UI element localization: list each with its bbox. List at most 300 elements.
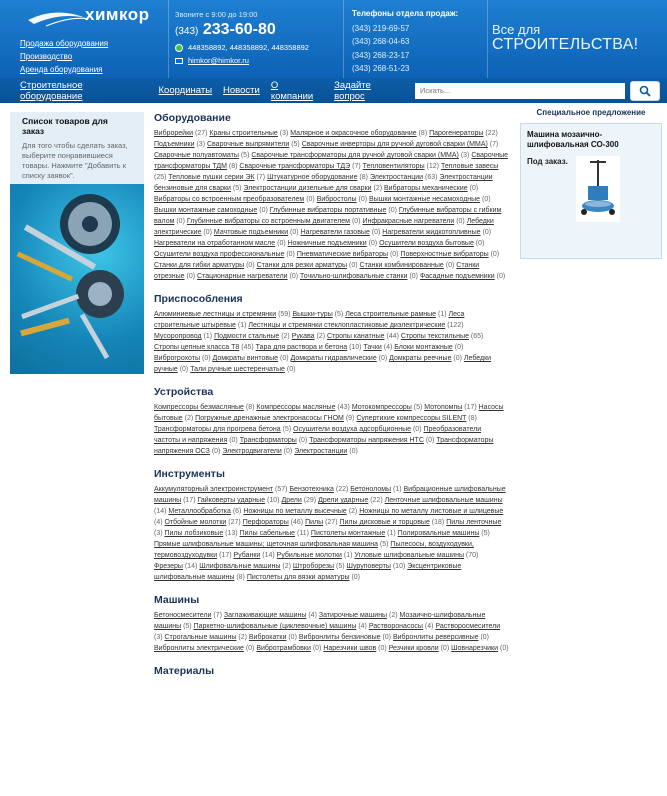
call-hours: Звоните с 9:00 до 19:00 [175, 10, 258, 19]
special-offer-title: Специальное предложение [536, 108, 646, 117]
category-link[interactable]: Тачки [363, 344, 382, 351]
category-link[interactable]: Металлообработка [168, 508, 231, 515]
category-link[interactable]: Погружные дренажные электронасосы ГНОМ [195, 415, 344, 422]
category-count: (0) [209, 448, 223, 455]
category-count: (65) [468, 333, 484, 340]
category-link[interactable]: Лестницы и стремянки стеклопластиковые диэлектрические [248, 322, 446, 329]
category-link[interactable]: Осушители воздуха адсорбционные [293, 426, 412, 433]
section-title[interactable]: Оборудование [154, 112, 231, 124]
promo-line1: Все для [492, 22, 541, 37]
nav-coordinates[interactable]: Координаты [158, 85, 213, 96]
category-count: (45) [239, 344, 256, 351]
category-link[interactable]: Гайковерты ударные [197, 497, 266, 504]
category-count: (8) [226, 163, 240, 170]
search-bar [415, 82, 659, 100]
category-count: (63) [423, 174, 440, 181]
category-list [154, 128, 509, 282]
category-link[interactable]: Вибротрамбовки [256, 645, 311, 652]
category-count: (0) [284, 251, 297, 258]
category-link[interactable]: Малярное и окрасочное оборудование [290, 130, 417, 137]
category-link[interactable]: Осушители воздуха профессиональные [154, 251, 285, 258]
category-link[interactable]: Вибронлиты реверсивные [392, 634, 479, 641]
category-link[interactable]: Виброкатки [248, 634, 287, 641]
category-count: (22) [483, 130, 498, 137]
category-count: (0) [287, 273, 301, 280]
category-count: (5) [181, 623, 194, 630]
nav-equipment[interactable]: Строительное оборудование [20, 79, 83, 102]
category-link[interactable]: Подмости стальные [214, 333, 280, 340]
category-count: (17) [181, 497, 198, 504]
category-count: (122) [445, 322, 464, 329]
category-count: (2) [182, 415, 196, 422]
email-link[interactable]: himkor@himkor.ru [188, 56, 249, 65]
grinding-machine-image[interactable] [576, 156, 620, 222]
category-count: (5) [411, 404, 425, 411]
category-link[interactable]: Лебедки электрические [154, 218, 494, 236]
category-link[interactable]: Парогенераторы [429, 130, 484, 137]
category-link[interactable]: Трансформаторы [239, 437, 297, 444]
category-count: (3) [277, 130, 291, 137]
category-count: (2) [279, 333, 292, 340]
category-count: (0) [480, 196, 491, 203]
category-link[interactable]: Нагреватели газовые [300, 229, 370, 236]
category-count: (14) [260, 552, 277, 559]
category-link[interactable]: Вибрационные шлифовальные машины [154, 486, 506, 504]
category-link[interactable]: Сварочные трансформаторы ТДМ [154, 152, 509, 170]
phone-code: (343) [175, 26, 199, 37]
category-link[interactable]: Станки для резки арматуры [256, 262, 348, 269]
category-count: (0) [473, 240, 485, 247]
category-count: (0) [423, 437, 437, 444]
icq-icon [175, 44, 183, 52]
category-link[interactable]: Растворосмесители [435, 623, 501, 630]
catalog-section [154, 386, 509, 457]
category-count: (4) [356, 623, 369, 630]
special-offer-card[interactable] [520, 123, 662, 259]
category-link[interactable]: Трансформаторы напряжения ОСЗ [154, 437, 494, 455]
category-count: (10) [265, 497, 282, 504]
category-link[interactable]: Ножницы по металлу листовые и шлицевые [359, 508, 504, 515]
logo-text[interactable]: химкор [85, 5, 150, 24]
category-link[interactable]: Нагреватели на отработанном масле [154, 240, 276, 247]
header-divider [343, 0, 344, 78]
category-link[interactable]: Инфракрасные нагреватели [362, 218, 455, 225]
section-title[interactable]: Приспособления [154, 293, 243, 305]
category-count: (0) [478, 634, 490, 641]
search-icon [639, 85, 651, 97]
category-link[interactable]: Рубанки [233, 552, 261, 559]
category-link[interactable]: Пилы лобзиковые [164, 530, 224, 537]
category-count: (0) [498, 645, 509, 652]
category-link[interactable]: Супертихие компрессоры SILENT [356, 415, 467, 422]
nav-ask[interactable]: Задайте вопрос [334, 79, 371, 102]
category-count: (0) [304, 196, 317, 203]
category-link[interactable]: Вибраторы со встроенным преобразователем [154, 196, 305, 203]
category-link[interactable]: Вибраторы механические [384, 185, 468, 192]
category-link[interactable]: Бетоноломы [350, 486, 392, 493]
contact-block [175, 10, 309, 65]
category-link[interactable]: Бетоносмесители [154, 612, 212, 619]
order-list-title: Список товаров для заказ [22, 116, 108, 136]
category-link[interactable]: Фрезеры [154, 563, 183, 570]
category-count: (0) [480, 229, 492, 236]
category-count: (27) [323, 519, 340, 526]
category-link[interactable]: Леса строительные штыревые [154, 311, 465, 329]
header-divider [168, 0, 169, 78]
section-title[interactable]: Инструменты [154, 468, 225, 480]
category-link[interactable]: Строгальные машины [164, 634, 237, 641]
category-link[interactable]: Вышки монтажные самоходные [154, 207, 258, 214]
icq-numbers: 448358892, 448358892, 448358892 [188, 43, 309, 52]
category-link[interactable]: Стропы текстильные [400, 333, 469, 340]
category-link[interactable]: Станки для гибки арматуры [154, 262, 245, 269]
category-link[interactable]: Сварочные трансформаторы для ручной дуговой сварки (ММА) [251, 152, 459, 159]
category-count: (10) [347, 344, 364, 351]
category-link[interactable]: Нарезчики швов [323, 645, 377, 652]
category-count: (57) [273, 486, 290, 493]
category-link[interactable]: Сварочные инверторы для ручной дуговой сварки (ММА) [301, 141, 488, 148]
category-count: (0) [488, 251, 500, 258]
category-count: (5) [289, 141, 302, 148]
category-count: (0) [451, 355, 464, 362]
category-link[interactable]: Паркетно-шлифовальные (циклевочные) машины [193, 623, 357, 630]
category-link[interactable]: Осушители воздуха бытовые [379, 240, 474, 247]
category-link[interactable]: Трансформаторы напряжения НТС [309, 437, 424, 444]
catalog-section [154, 468, 509, 583]
category-link[interactable]: Вышки монтажные несамоходные [369, 196, 481, 203]
category-link[interactable]: Леса строительные рамные [345, 311, 437, 318]
category-link[interactable]: Тепловые пушки серии ЭК [168, 174, 255, 181]
category-link[interactable]: Домкраты винтовые [212, 355, 279, 362]
category-link[interactable]: Блоки монтажные [394, 344, 453, 351]
catalog-section [154, 665, 509, 677]
category-link[interactable]: Электродвигатели [222, 448, 282, 455]
category-count: (0) [380, 634, 393, 641]
category-count: (5) [280, 426, 294, 433]
promo-line2: СТРОИТЕЛЬСТВА! [492, 36, 639, 53]
sales-phones [352, 7, 458, 76]
catalog-section [154, 594, 509, 654]
category-link[interactable]: Глубинные вибраторы со встроенным двигателем [186, 218, 350, 225]
category-count: (6) [230, 508, 244, 515]
category-count: (0) [227, 437, 240, 444]
category-link[interactable]: Глубинные вибраторы с гибким валом [154, 207, 502, 225]
category-link[interactable]: Вышки-туры [292, 311, 333, 318]
category-count: (0) [177, 366, 191, 373]
category-link[interactable]: Ножницы по металлу высечные [243, 508, 347, 515]
special-product-note: Под заказ. [527, 157, 568, 166]
search-button[interactable] [631, 82, 659, 100]
category-link[interactable]: Рукава [291, 333, 315, 340]
category-link[interactable]: Дрели [281, 497, 302, 504]
category-list [154, 610, 509, 654]
category-count: (0) [494, 273, 506, 280]
category-count: (0) [347, 262, 360, 269]
header-link-production[interactable]: Производство [20, 52, 73, 61]
category-link[interactable]: Фасадные подъемники [419, 273, 495, 280]
category-count: (44) [384, 333, 401, 340]
category-link[interactable]: Краны строительные [209, 130, 278, 137]
search-input[interactable] [415, 83, 625, 99]
category-count: (8) [466, 415, 477, 422]
category-count: (2) [280, 563, 293, 570]
category-count: (0) [310, 645, 324, 652]
catalog-section [154, 112, 509, 282]
nav-news[interactable]: Новости [223, 85, 260, 96]
category-count: (4) [381, 344, 395, 351]
category-link[interactable]: Нагреватели жидкотопливные [382, 229, 481, 236]
category-link[interactable]: Пилы дисковые и торцовые [339, 519, 430, 526]
category-link[interactable]: Пылесосы, воздуходувки, термовоздуходувки [154, 541, 474, 559]
category-count: (0) [356, 196, 370, 203]
category-link[interactable]: Угловые шлифовальные машины [354, 552, 464, 559]
category-link[interactable]: Ножничные подъемники [287, 240, 367, 247]
icq-row [175, 43, 309, 52]
category-link[interactable]: Полировальные машины [397, 530, 480, 537]
category-link[interactable]: Вибростолы [316, 196, 357, 203]
category-link[interactable]: Тепловентиляторы [362, 163, 425, 170]
sales-phone: (343) 268-51-23 [352, 64, 410, 73]
category-count: (43) [335, 404, 352, 411]
category-count: (18) [429, 519, 447, 526]
category-count: (14) [154, 508, 169, 515]
category-link[interactable]: Тали ручные шестеренчатые [190, 366, 285, 373]
category-link[interactable]: Электростанции [369, 174, 424, 181]
category-list [154, 309, 509, 375]
category-count: (7) [211, 612, 224, 619]
category-link[interactable]: Вибронлиты бензиновые [298, 634, 381, 641]
category-count: (1) [385, 530, 398, 537]
header-promo [487, 0, 667, 78]
category-count: (7) [487, 141, 499, 148]
category-link[interactable]: Сварочные выпрямители [206, 141, 290, 148]
category-link[interactable]: Домкраты гидравлические [290, 355, 377, 362]
category-link[interactable]: Электростанции [294, 448, 348, 455]
sales-title: Телефоны отдела продаж: [352, 9, 459, 18]
category-link[interactable]: Преобразователи частоты и напряжения [154, 426, 482, 444]
category-link[interactable]: Пистолеты монтажные [310, 530, 386, 537]
category-count: (59) [276, 311, 293, 318]
section-title[interactable]: Устройства [154, 386, 214, 398]
category-link[interactable]: Подъемники [154, 141, 195, 148]
category-list [154, 484, 509, 583]
sales-phone: (343) 219-69-57 [352, 23, 410, 33]
category-count: (8) [234, 574, 247, 581]
category-count: (12) [424, 163, 441, 170]
category-count: (0) [278, 355, 291, 362]
category-count: (0) [388, 251, 401, 258]
category-link[interactable]: Электростанции бензиновые для сварки [154, 174, 493, 192]
category-count: (46) [288, 519, 306, 526]
category-count: (0) [467, 185, 479, 192]
category-link[interactable]: Штроборезы [292, 563, 335, 570]
category-link[interactable]: Домкраты реечные [389, 355, 452, 362]
tools-banner-image [10, 184, 144, 374]
category-link[interactable]: Рубильные молотки [276, 552, 342, 559]
category-count: (25) [154, 174, 169, 181]
category-count: (27) [193, 130, 210, 137]
category-link[interactable]: Компрессоры безмасляные [154, 404, 244, 411]
category-count: (0) [366, 240, 380, 247]
category-count: (11) [295, 530, 311, 537]
category-count: (0) [369, 229, 383, 236]
category-link[interactable]: Отбойные молотки [164, 519, 227, 526]
category-link[interactable]: Стационарные нагреватели [197, 273, 288, 280]
category-link[interactable]: Шовнарезчики [451, 645, 499, 652]
category-link[interactable]: Мусоропровод [154, 333, 202, 340]
main-phone [175, 21, 309, 39]
category-count: (0) [386, 207, 399, 214]
category-link[interactable]: Бензотехника [289, 486, 334, 493]
sales-phone: (343) 268-23-17 [352, 50, 410, 60]
category-link[interactable]: Ленточные шлифовальные машины [384, 497, 503, 504]
category-count: (3) [154, 530, 165, 537]
category-link[interactable]: Дрели ударные [318, 497, 369, 504]
category-link[interactable]: Глубинные вибраторы портативные [269, 207, 387, 214]
category-count: (8) [357, 174, 370, 181]
section-title[interactable]: Материалы [154, 665, 215, 677]
category-count: (1) [436, 311, 449, 318]
category-link[interactable]: Стропы цепные класса Т8 [154, 344, 240, 351]
category-link[interactable]: Вибронлиты электрические [154, 645, 244, 652]
category-count: (8) [243, 404, 257, 411]
category-count: (9) [343, 415, 357, 422]
category-link[interactable]: Станки комбинированные [359, 262, 444, 269]
category-link[interactable]: Сварочные трансформаторы ТДЭ [239, 163, 351, 170]
category-count: (29) [301, 497, 319, 504]
category-count: (4) [154, 519, 165, 526]
nav-about[interactable]: О компании [270, 79, 314, 102]
special-product-name[interactable]: Машина мозаично-шлифовальная СО-300 [527, 130, 619, 149]
category-link[interactable]: Насосы бытовые [154, 404, 504, 422]
category-link[interactable]: Заглаживающие машины [223, 612, 307, 619]
category-link[interactable]: Пилы [305, 519, 324, 526]
category-count: (0) [296, 437, 310, 444]
category-count: (13) [223, 530, 240, 537]
category-count: (5) [238, 152, 252, 159]
header-link-rent[interactable]: Аренда оборудования [20, 65, 103, 74]
category-link[interactable]: Пистолеты для вязки арматуры [246, 574, 350, 581]
category-link[interactable]: Пилы сабельные [239, 530, 296, 537]
category-link[interactable]: Станки отрезные [154, 262, 480, 280]
category-count: (0) [438, 645, 452, 652]
category-count: (0) [347, 448, 358, 455]
category-count: (70) [463, 552, 479, 559]
category-link[interactable]: Мозаично-шлифовальные машины [154, 612, 486, 630]
category-link[interactable]: Мотопомпы [424, 404, 463, 411]
category-link[interactable]: Виброгрохоты [154, 355, 201, 362]
category-link[interactable]: Штукатурное оборудование [267, 174, 358, 181]
category-count: (3) [458, 152, 472, 159]
category-link[interactable]: Мачтовые подъемники [213, 229, 289, 236]
category-link[interactable]: Перфораторы [242, 519, 289, 526]
category-count: (0) [200, 355, 213, 362]
category-count: (5) [377, 541, 391, 548]
category-count: (7) [254, 174, 268, 181]
category-count: (0) [201, 229, 214, 236]
category-count: (3) [154, 634, 165, 641]
category-link[interactable]: Резчики кровли [388, 645, 439, 652]
category-count: (0) [350, 218, 363, 225]
category-link[interactable]: Пневматические вибраторы [296, 251, 388, 258]
category-count: (0) [184, 273, 198, 280]
category-count: (0) [275, 240, 288, 247]
phone-number: 233-60-80 [202, 21, 276, 38]
category-count: (0) [257, 207, 270, 214]
category-count: (2) [371, 185, 385, 192]
category-count: (0) [376, 355, 390, 362]
category-count: (0) [174, 218, 187, 225]
grinding-machine-icon [576, 156, 620, 222]
catalog [154, 112, 509, 688]
category-count: (0) [286, 634, 299, 641]
category-count: (14) [182, 563, 200, 570]
category-link[interactable]: Аккумуляторный электроинструмент [154, 486, 274, 493]
category-count: (0) [288, 229, 301, 236]
category-count: (0) [281, 448, 295, 455]
category-link[interactable]: Сварочные полуавтоматы [154, 152, 239, 159]
category-link[interactable]: Поверхностные вибраторы [400, 251, 489, 258]
special-offer-panel [520, 108, 662, 259]
category-count: (5) [479, 530, 490, 537]
category-count: (22) [333, 486, 351, 493]
category-link[interactable]: Шуруповерты [346, 563, 391, 570]
category-link[interactable]: Тара для раствора и бетона [255, 344, 348, 351]
order-list-desc: Для того чтобы сделать заказ, выберите понравившиеся товары. Нажмите "Добавить к списку заявок". [22, 141, 128, 180]
category-link[interactable]: Лебедки ручные [154, 355, 492, 373]
category-link[interactable]: Эксцентриковые шлифовальные машины [154, 563, 462, 581]
category-count: (8) [416, 130, 430, 137]
category-count: (0) [454, 218, 467, 225]
category-link[interactable]: Стропы канатные [326, 333, 385, 340]
main-nav [0, 78, 667, 103]
sales-phone: (343) 268-04-63 [352, 37, 410, 46]
category-link[interactable]: Тепловые завесы [440, 163, 499, 170]
category-link[interactable]: Электростанции дизельные для сварки [243, 185, 372, 192]
category-count: (2) [387, 612, 400, 619]
category-link[interactable]: Шлифовальные машины [199, 563, 281, 570]
category-link[interactable]: Компрессоры масляные [256, 404, 336, 411]
category-link[interactable]: Мотокомпрессоры [351, 404, 412, 411]
category-count: (5) [230, 185, 244, 192]
category-count: (2) [346, 508, 360, 515]
category-link[interactable]: Прямые шлифовальные машины; щеточная шлифовальная машина [154, 541, 378, 548]
category-count: (2) [236, 634, 249, 641]
category-count: (4) [422, 623, 436, 630]
category-count: (0) [452, 344, 464, 351]
category-link[interactable]: Растворонасосы [368, 623, 423, 630]
category-link[interactable]: Алюминиевые лестницы и стремянки [154, 311, 277, 318]
header-link-sales[interactable]: Продажа оборудования [20, 39, 109, 48]
site-header [0, 0, 667, 78]
category-link[interactable]: Виброрейки [154, 130, 194, 137]
category-count: (0) [284, 366, 296, 373]
category-link[interactable]: Пилы ленточные [446, 519, 502, 526]
category-count: (7) [350, 163, 363, 170]
category-link[interactable]: Затирочные машины [318, 612, 388, 619]
category-count: (27) [226, 519, 243, 526]
section-title[interactable]: Машины [154, 594, 200, 606]
category-link[interactable]: Точильно-шлифовальные станки [300, 273, 408, 280]
category-count: (2) [314, 333, 327, 340]
category-count: (5) [332, 311, 346, 318]
category-link[interactable]: Трансформаторы для прогрева бетона [154, 426, 281, 433]
category-count: (1) [235, 322, 249, 329]
drill-bits-illustration-icon [10, 184, 144, 374]
category-count: (0) [243, 645, 257, 652]
category-count: (22) [368, 497, 385, 504]
category-count: (10) [390, 563, 408, 570]
